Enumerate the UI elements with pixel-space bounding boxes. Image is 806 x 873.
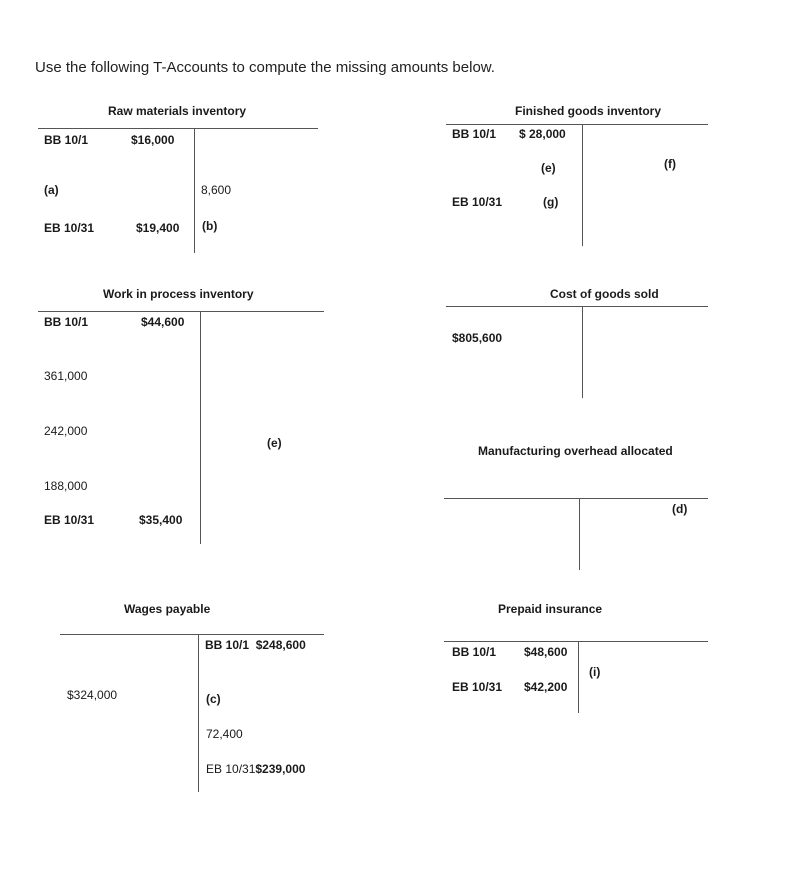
t-account-horizontal-line bbox=[444, 498, 708, 499]
t-account-horizontal-line bbox=[446, 306, 708, 307]
credit-value: 8,600 bbox=[201, 183, 232, 197]
t-account-vertical-line bbox=[582, 306, 583, 398]
credit-value: 72,400 bbox=[206, 727, 243, 741]
t-account-vertical-line bbox=[194, 128, 195, 253]
t-account-horizontal-line bbox=[444, 641, 708, 642]
t-account-vertical-line bbox=[579, 498, 580, 570]
bb-value: $48,600 bbox=[524, 645, 568, 659]
eb-value: $19,400 bbox=[136, 221, 180, 235]
bb-value: $44,600 bbox=[141, 315, 185, 329]
account-title: Manufacturing overhead allocated bbox=[478, 444, 673, 458]
bb-value: $ 28,000 bbox=[519, 127, 566, 141]
instruction-text: Use the following T-Accounts to compute the missing amounts below. bbox=[35, 59, 495, 76]
account-title: Finished goods inventory bbox=[515, 104, 662, 118]
bb-value: $248,600 bbox=[255, 638, 306, 652]
eb-label: EB 10/31 bbox=[452, 680, 503, 694]
eb-value: $239,000 bbox=[255, 762, 306, 776]
t-account-horizontal-line bbox=[446, 124, 708, 125]
t-account-vertical-line bbox=[198, 634, 199, 792]
bb-label: BB 10/1 bbox=[44, 315, 89, 329]
t-account-vertical-line bbox=[582, 124, 583, 246]
account-title: Wages payable bbox=[124, 602, 211, 616]
account-title: Prepaid insurance bbox=[498, 602, 603, 616]
debit-value: 361,000 bbox=[44, 369, 88, 383]
t-account-vertical-line bbox=[200, 311, 201, 544]
debit-value: $324,000 bbox=[67, 688, 118, 702]
missing-amount-g: (g) bbox=[543, 195, 559, 209]
debit-value: $805,600 bbox=[452, 331, 503, 345]
t-account-horizontal-line bbox=[38, 311, 324, 312]
eb-label: EB 10/31 bbox=[44, 513, 95, 527]
debit-value: 188,000 bbox=[44, 479, 88, 493]
eb-label: EB 10/31 bbox=[44, 221, 95, 235]
missing-amount-e: (e) bbox=[267, 436, 282, 450]
missing-amount-a: (a) bbox=[44, 183, 59, 197]
missing-amount-b: (b) bbox=[202, 219, 218, 233]
missing-amount-d: (d) bbox=[672, 502, 688, 516]
eb-value: $42,200 bbox=[524, 680, 568, 694]
account-title: Raw materials inventory bbox=[108, 104, 247, 118]
eb-value: $35,400 bbox=[139, 513, 183, 527]
missing-amount-e: (e) bbox=[541, 161, 556, 175]
bb-label-and-value bbox=[205, 638, 306, 652]
eb-label: EB 10/31 bbox=[206, 762, 256, 776]
t-account-horizontal-line bbox=[60, 634, 324, 635]
bb-label: BB 10/1 bbox=[44, 133, 89, 147]
t-account-vertical-line bbox=[578, 641, 579, 713]
bb-value: $16,000 bbox=[131, 133, 175, 147]
debit-value: 242,000 bbox=[44, 424, 88, 438]
bb-label: BB 10/1 bbox=[205, 638, 250, 652]
bb-label: BB 10/1 bbox=[452, 127, 497, 141]
eb-row bbox=[206, 762, 305, 776]
account-title: Cost of goods sold bbox=[550, 287, 659, 301]
missing-amount-c: (c) bbox=[206, 692, 221, 706]
account-title: Work in process inventory bbox=[103, 287, 254, 301]
missing-amount-i: (i) bbox=[589, 665, 601, 679]
bb-label: BB 10/1 bbox=[452, 645, 497, 659]
t-account-horizontal-line bbox=[38, 128, 318, 129]
missing-amount-f: (f) bbox=[664, 157, 676, 171]
eb-label: EB 10/31 bbox=[452, 195, 503, 209]
